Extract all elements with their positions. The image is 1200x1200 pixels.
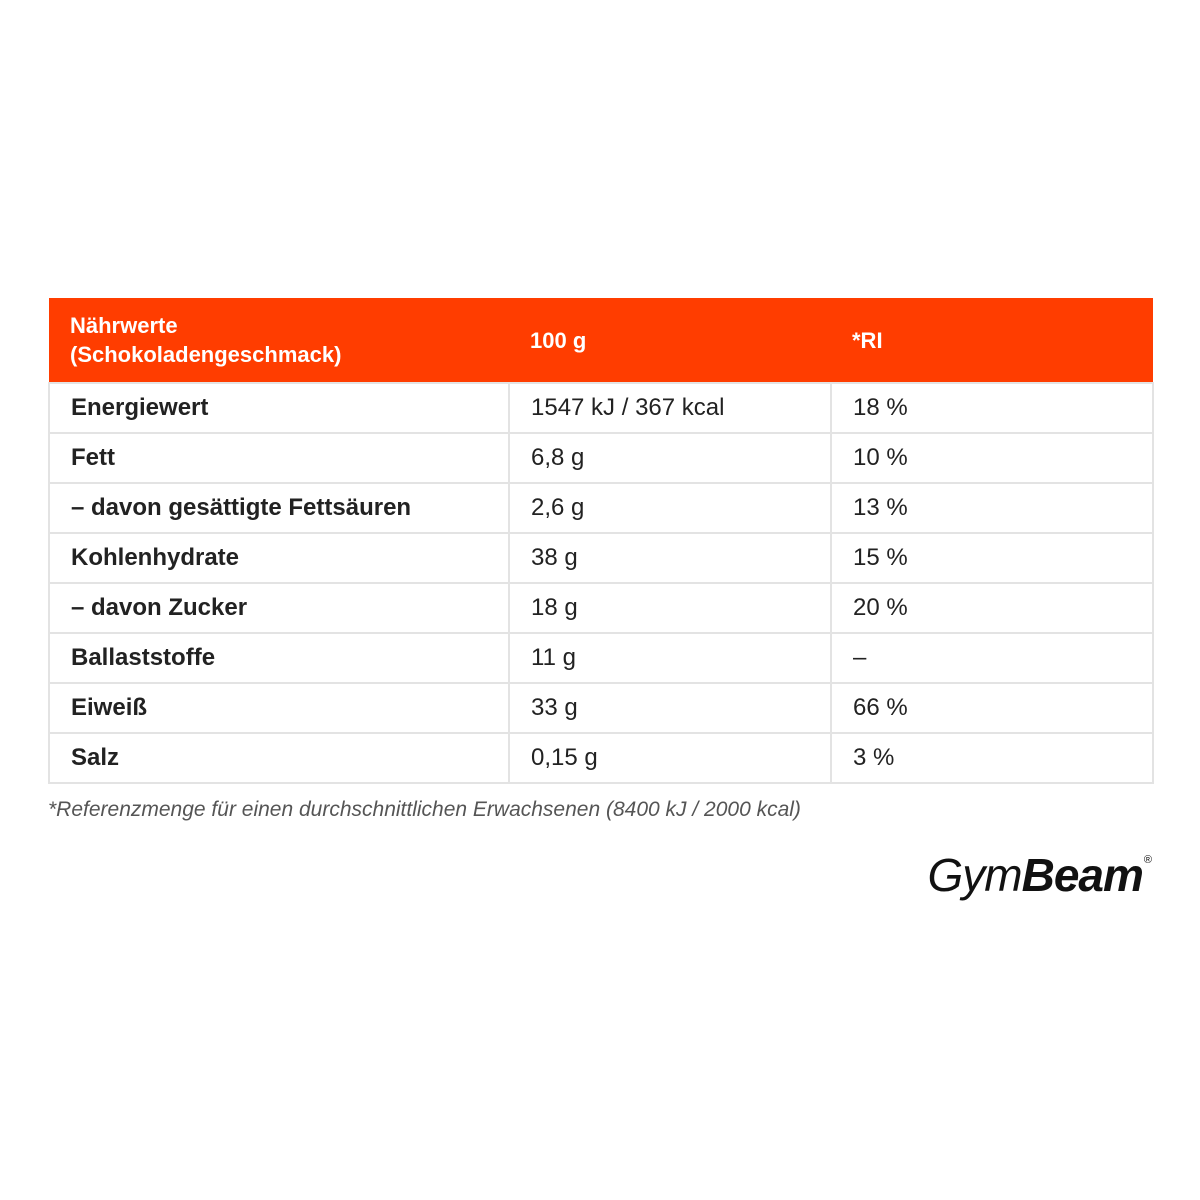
nutrition-table xyxy=(48,298,1154,784)
row-label: Salz xyxy=(49,733,509,783)
table-row xyxy=(49,583,1153,633)
row-amount: 2,6 g xyxy=(509,483,831,533)
header-nutrients xyxy=(49,298,509,383)
row-amount: 38 g xyxy=(509,533,831,583)
logo-beam-text: Beam xyxy=(1021,849,1143,901)
row-label: Fett xyxy=(49,433,509,483)
table-row xyxy=(49,533,1153,583)
row-ri: 66 % xyxy=(831,683,1153,733)
logo-gym-text: Gym xyxy=(927,849,1022,901)
row-amount: 33 g xyxy=(509,683,831,733)
table-header-row xyxy=(49,298,1153,383)
footnote: *Referenzmenge für einen durchschnittlichen Erwachsenen (8400 kJ / 2000 kcal) xyxy=(48,798,801,821)
header-ri: *RI xyxy=(831,298,1153,383)
table-row xyxy=(49,483,1153,533)
row-ri: 3 % xyxy=(831,733,1153,783)
row-ri: 18 % xyxy=(831,383,1153,433)
registered-mark: ® xyxy=(1143,854,1152,866)
table-row xyxy=(49,383,1153,433)
header-nutrients-line2: (Schokoladengeschmack) xyxy=(70,342,342,367)
row-label: Energiewert xyxy=(49,383,509,433)
row-label: Ballaststoffe xyxy=(49,633,509,683)
row-amount: 0,15 g xyxy=(509,733,831,783)
table-row xyxy=(49,633,1153,683)
row-label: – davon Zucker xyxy=(49,583,509,633)
row-amount: 11 g xyxy=(509,633,831,683)
row-ri: 15 % xyxy=(831,533,1153,583)
header-per-100g: 100 g xyxy=(509,298,831,383)
row-ri: 13 % xyxy=(831,483,1153,533)
row-amount: 6,8 g xyxy=(509,433,831,483)
row-ri: 10 % xyxy=(831,433,1153,483)
row-label: Eiweiß xyxy=(49,683,509,733)
row-ri: – xyxy=(831,633,1153,683)
table-row xyxy=(49,433,1153,483)
table-row xyxy=(49,733,1153,783)
table-row xyxy=(49,683,1153,733)
row-label: Kohlenhydrate xyxy=(49,533,509,583)
header-nutrients-line1: Nährwerte xyxy=(70,313,178,338)
row-ri: 20 % xyxy=(831,583,1153,633)
gymbeam-logo xyxy=(927,845,1152,905)
row-amount: 1547 kJ / 367 kcal xyxy=(509,383,831,433)
row-label: – davon gesättigte Fettsäuren xyxy=(49,483,509,533)
row-amount: 18 g xyxy=(509,583,831,633)
